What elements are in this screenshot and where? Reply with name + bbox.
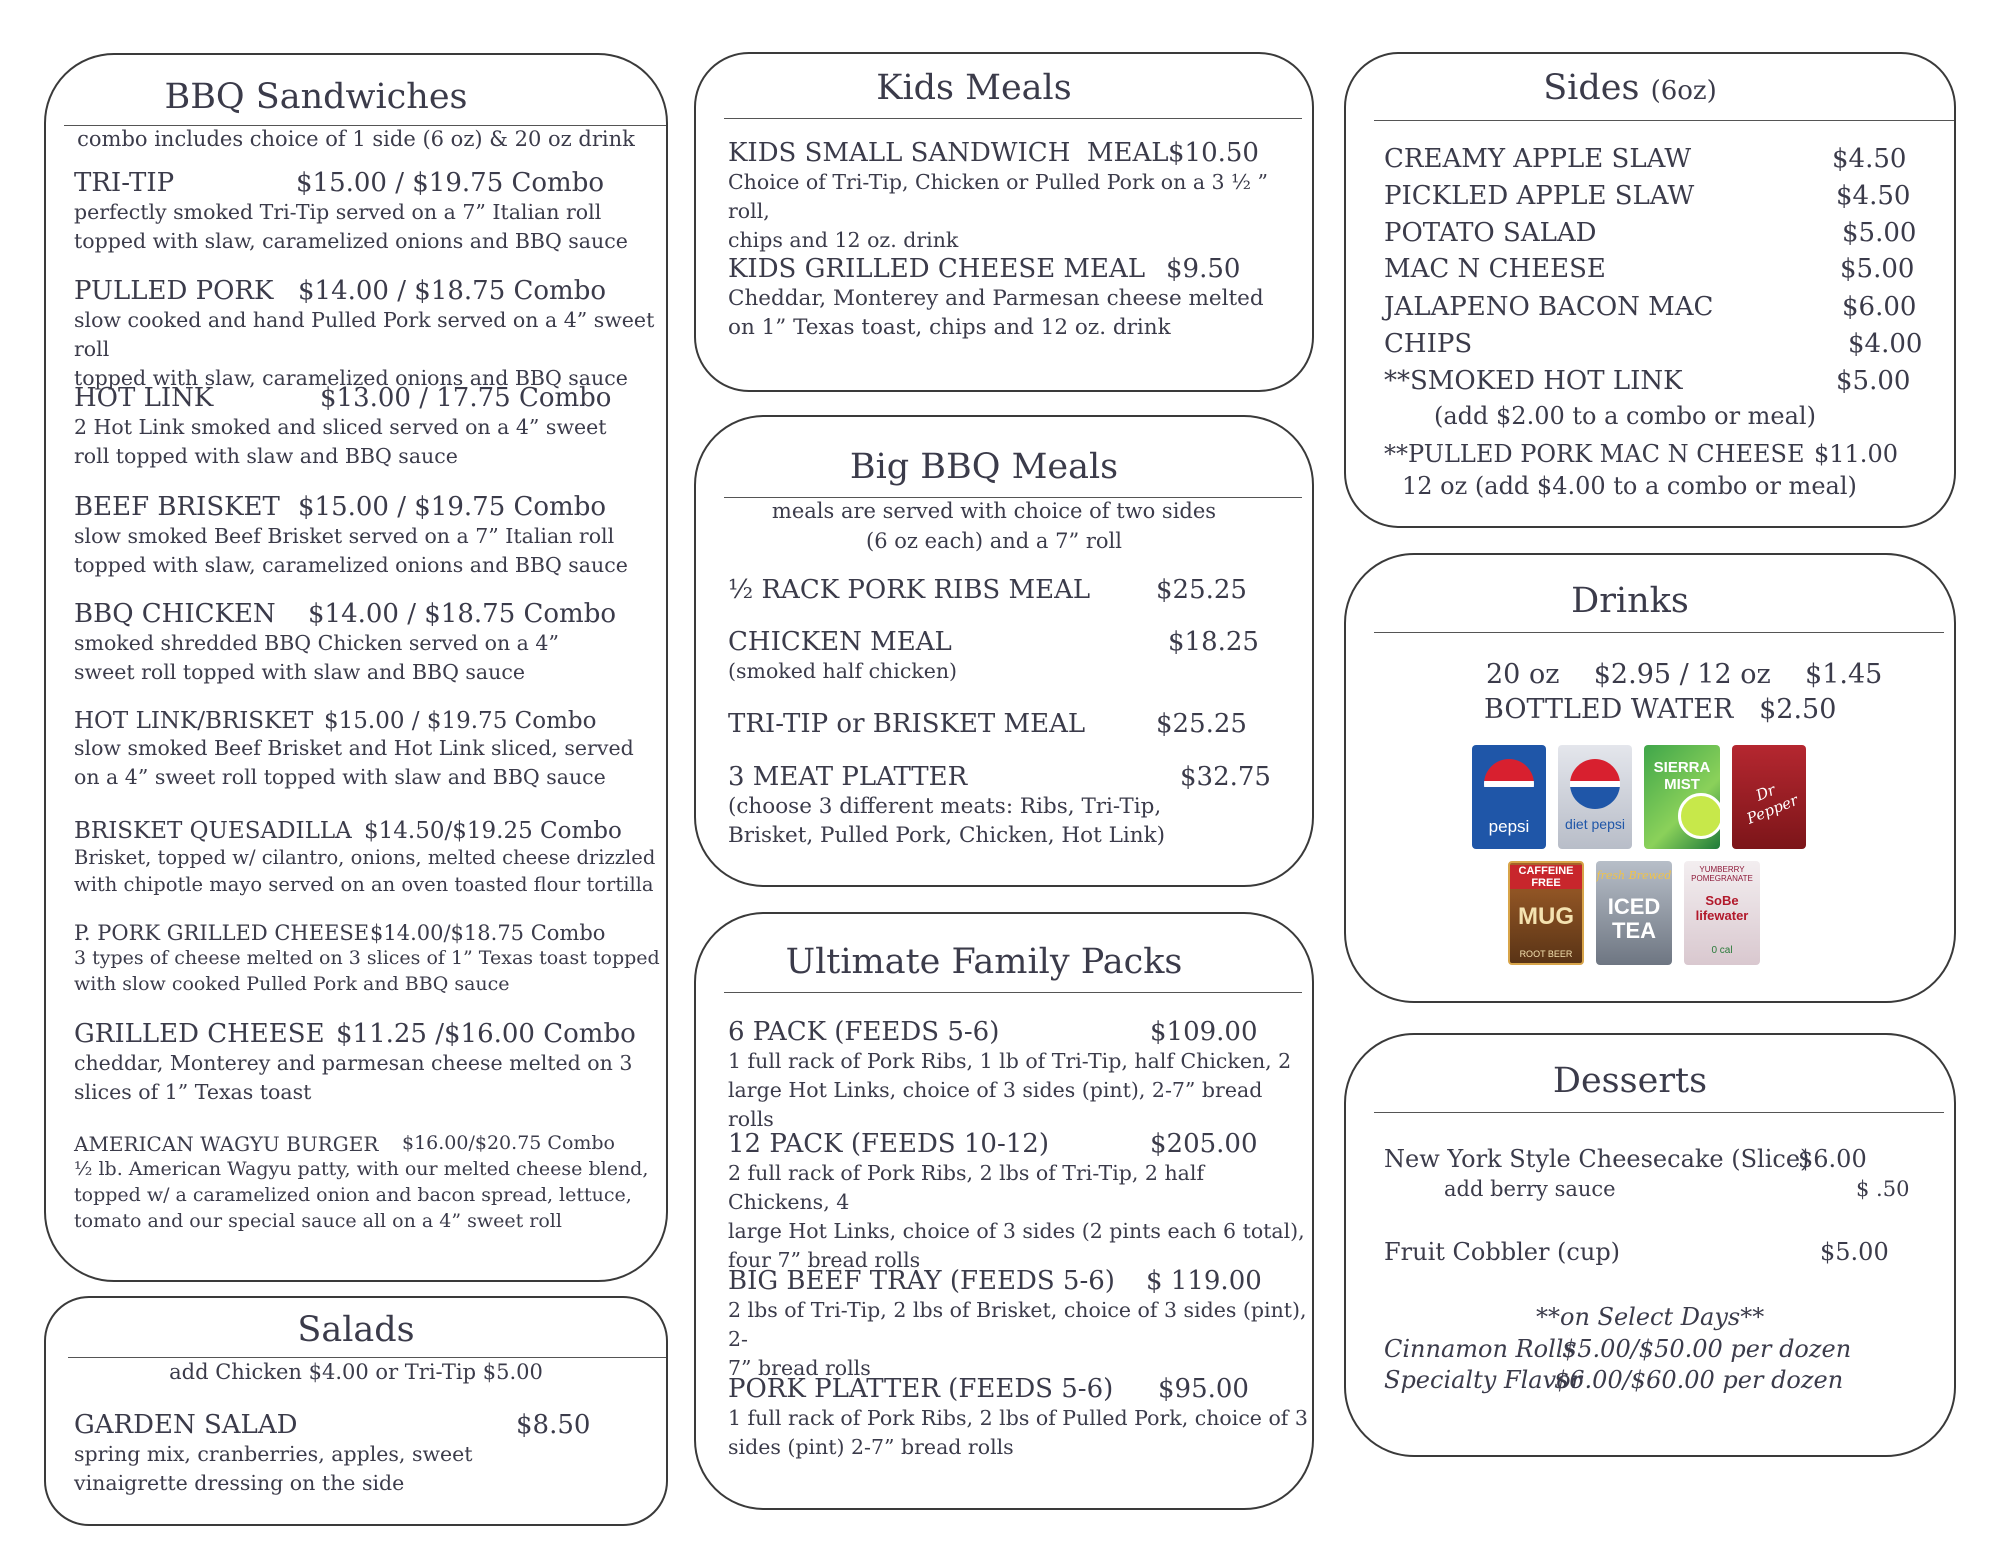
sides-title-text: Sides [1543, 68, 1640, 108]
dessert-item-price: $5.00 [1820, 1238, 1889, 1266]
menu-item-grilled-cheese [74, 1019, 664, 1107]
big-meals-note-line-2: (6 oz each) and a 7” roll [866, 529, 1122, 553]
drinks-title: Drinks [1571, 581, 1689, 621]
item-name: BIG BEEF TRAY (FEEDS 5-6) [728, 1266, 1115, 1296]
bottle-label: SoBe lifewater [1695, 893, 1749, 923]
item-desc: slow smoked Beef Brisket and Hot Link sliced, served [74, 736, 634, 760]
kids-title-rule [724, 118, 1302, 119]
bottle-label: ICED TEA [1607, 894, 1661, 943]
bottle-label: MUG [1518, 903, 1574, 930]
pepsi-globe-icon [1484, 759, 1534, 809]
item-desc: 2 lbs of Tri-Tip, 2 lbs of Brisket, choice of 3 sides (pint), 2- [728, 1298, 1307, 1351]
side-item-price: $4.50 [1836, 181, 1911, 211]
menu-item-hot-link [74, 383, 664, 471]
menu-item-hot-link-brisket [74, 708, 664, 792]
special-name: Cinnamon Rolls [1384, 1335, 1576, 1363]
dessert-item-price: $6.00 [1798, 1145, 1867, 1173]
side-item-price: $5.00 [1840, 254, 1915, 284]
kids-meals-panel [694, 52, 1314, 392]
sierra-mist-can-icon [1644, 745, 1720, 849]
menu-item-kids-grilled-cheese [728, 254, 1308, 342]
menu-item-half-rack-ribs [728, 575, 1308, 605]
mug-root-beer-icon [1508, 861, 1584, 965]
special-price: $5.00/$50.00 per dozen [1562, 1335, 1852, 1363]
item-desc: cheddar, Monterey and parmesan cheese melted on 3 [74, 1051, 633, 1075]
item-desc: topped w/ a caramelized onion and bacon spread, lettuce, [74, 1184, 632, 1206]
special-price: $6.00/$60.00 per dozen [1554, 1366, 1844, 1394]
salads-add-note: add Chicken $4.00 or Tri-Tip $5.00 [169, 1360, 543, 1384]
dessert-item-name: Fruit Cobbler (cup) [1384, 1238, 1621, 1266]
menu-item-big-beef-tray [728, 1266, 1308, 1383]
item-price: $15.00 / $19.75 Combo [298, 492, 607, 522]
can-label: pepsi [1488, 817, 1530, 836]
menu-item-bbq-chicken [74, 599, 664, 687]
menu-item-p-pork-grilled-cheese [74, 921, 664, 997]
item-desc: slices of 1” Texas toast [74, 1080, 312, 1104]
item-desc: (smoked half chicken) [728, 659, 958, 683]
item-desc: sweet roll topped with slaw and BBQ sauce [74, 660, 525, 684]
side-item-price: $6.00 [1842, 292, 1917, 322]
item-desc: smoked shredded BBQ Chicken served on a 4” [74, 631, 559, 655]
item-price: $15.00 / $19.75 Combo [296, 168, 605, 198]
bottle-bottom-label: ROOT BEER [1519, 949, 1573, 959]
item-name: GARDEN SALAD [74, 1410, 298, 1440]
can-label: SIERRA MIST [1653, 759, 1711, 793]
desserts-title-rule [1374, 1112, 1944, 1113]
item-price: $14.00 / $18.75 Combo [298, 276, 607, 306]
menu-item-12-pack [728, 1129, 1308, 1275]
side-special-price: $11.00 [1814, 440, 1898, 468]
item-price: $11.25 /$16.00 Combo [336, 1019, 636, 1049]
item-desc: ½ lb. American Wagyu patty, with our melted cheese blend, [74, 1158, 649, 1180]
salads-title: Salads [297, 1310, 415, 1350]
family-packs-panel [694, 912, 1314, 1510]
menu-item-kids-small-sandwich [728, 138, 1308, 255]
item-desc: 2 Hot Link smoked and sliced served on a 4” sweet [74, 415, 607, 439]
drinks-fountain-prices: 20 oz $2.95 / 12 oz $1.45 [1486, 659, 1883, 690]
side-item-price: $5.00 [1842, 218, 1917, 248]
big-bbq-meals-title: Big BBQ Meals [849, 447, 1119, 487]
sides-title-portion: (6oz) [1650, 76, 1717, 106]
diet-pepsi-globe-icon [1570, 759, 1620, 809]
item-name: P. PORK GRILLED CHEESE [74, 921, 370, 945]
item-desc: slow cooked and hand Pulled Pork served on a 4” sweet roll [74, 308, 655, 361]
side-item-price: $4.00 [1848, 329, 1923, 359]
bottle-bottom-label: 0 cal [1711, 945, 1733, 956]
side-item-name: **SMOKED HOT LINK [1384, 366, 1683, 396]
menu-item-beef-brisket [74, 492, 664, 580]
diet-pepsi-can-icon [1558, 745, 1632, 849]
item-desc: topped with slaw, caramelized onions and BBQ sauce [74, 366, 628, 390]
item-price: $14.00/$18.75 Combo [370, 921, 606, 945]
item-name: HOT LINK [74, 383, 214, 413]
menu-item-garden-salad [74, 1410, 664, 1498]
item-name: KIDS SMALL SANDWICH MEAL [728, 138, 1169, 168]
item-desc: Brisket, Pulled Pork, Chicken, Hot Link) [728, 823, 1166, 848]
item-price: $ 119.00 [1146, 1266, 1262, 1296]
salads-panel [44, 1296, 668, 1526]
big-meals-note-line-1: meals are served with choice of two sides [771, 499, 1217, 523]
item-price: $10.50 [1168, 138, 1259, 168]
special-name: Specialty Flavor [1384, 1366, 1583, 1394]
item-name: PORK PLATTER (FEEDS 5-6) [728, 1374, 1114, 1404]
item-desc: 7” bread rolls [728, 1356, 871, 1380]
bottle-top-label: fresh Brewed [1596, 869, 1672, 882]
drinks-panel [1344, 553, 1956, 1003]
sobe-lifewater-icon [1684, 861, 1760, 965]
side-item-price: $5.00 [1836, 366, 1911, 396]
side-item-price: $4.50 [1832, 144, 1907, 174]
item-name: GRILLED CHEESE [74, 1019, 325, 1049]
item-price: $9.50 [1166, 254, 1241, 284]
item-name: TRI-TIP or BRISKET MEAL [728, 709, 1086, 739]
item-desc: vinaigrette dressing on the side [74, 1471, 405, 1495]
family-packs-title: Ultimate Family Packs [785, 942, 1183, 982]
item-name: ½ RACK PORK RIBS MEAL [728, 575, 1091, 605]
item-price: $205.00 [1150, 1129, 1258, 1159]
item-desc: topped with slaw, caramelized onions and BBQ sauce [74, 229, 628, 253]
item-name: BBQ CHICKEN [74, 599, 276, 629]
item-desc: on 1” Texas toast, chips and 12 oz. drink [728, 315, 1171, 340]
item-desc: with slow cooked Pulled Pork and BBQ sauce [74, 973, 510, 995]
item-desc: topped with slaw, caramelized onions and BBQ sauce [74, 553, 628, 577]
drinks-water-price: BOTTLED WATER $2.50 [1484, 694, 1837, 725]
item-desc: large Hot Links, choice of 3 sides (2 pints each 6 total), [728, 1219, 1305, 1243]
item-price: $15.00 / $19.75 Combo [324, 708, 597, 734]
menu-item-tri-tip-brisket-meal [728, 709, 1308, 739]
item-desc: 1 full rack of Pork Ribs, 2 lbs of Pulled Pork, choice of 3 [728, 1406, 1308, 1430]
bottle-top-label: CAFFEINE FREE [1510, 865, 1582, 889]
menu-item-3-meat-platter [728, 762, 1308, 850]
item-price: $14.50/$19.25 Combo [364, 818, 622, 844]
can-label: diet pepsi [1565, 816, 1625, 832]
side-hot-link-note: (add $2.00 to a combo or meal) [1434, 402, 1816, 430]
side-item-name: CREAMY APPLE SLAW [1384, 144, 1692, 174]
item-desc: (choose 3 different meats: Ribs, Tri-Tip, [728, 794, 1162, 819]
menu-item-chicken-meal [728, 627, 1308, 686]
pepsi-can-icon [1472, 745, 1546, 849]
item-desc: perfectly smoked Tri-Tip served on a 7” Italian roll [74, 200, 602, 224]
item-desc: Brisket, topped w/ cilantro, onions, melted cheese drizzled [74, 846, 656, 869]
item-desc: with chipotle mayo served on an oven toasted flour tortilla [74, 873, 654, 896]
item-desc: spring mix, cranberries, apples, sweet [74, 1442, 473, 1466]
side-special-note: 12 oz (add $4.00 to a combo or meal) [1402, 472, 1857, 500]
item-price: $14.00 / $18.75 Combo [308, 599, 617, 629]
menu-item-6-pack [728, 1017, 1308, 1134]
item-price: $13.00 / 17.75 Combo [320, 383, 612, 413]
bbq-sandwiches-panel [44, 53, 668, 1282]
family-title-rule [724, 992, 1302, 993]
menu-item-tri-tip [74, 168, 664, 256]
item-desc: four 7” bread rolls [728, 1248, 921, 1272]
dr-pepper-can-icon [1732, 745, 1806, 849]
side-item-name: MAC N CHEESE [1384, 254, 1606, 284]
item-desc: slow smoked Beef Brisket served on a 7” Italian roll [74, 524, 615, 548]
item-price: $16.00/$20.75 Combo [402, 1132, 615, 1154]
bbq-sandwiches-title: BBQ Sandwiches [164, 77, 468, 117]
item-name: CHICKEN MEAL [728, 627, 952, 657]
item-name: TRI-TIP [74, 168, 175, 198]
item-desc: Cheddar, Monterey and Parmesan cheese melted [728, 286, 1264, 311]
side-special-name: **PULLED PORK MAC N CHEESE [1384, 440, 1805, 468]
item-desc: large Hot Links, choice of 3 sides (pint), 2-7” bread rolls [728, 1078, 1263, 1131]
sides-title [1326, 68, 1934, 108]
kids-meals-title: Kids Meals [876, 68, 1072, 108]
item-name: KIDS GRILLED CHEESE MEAL [728, 254, 1146, 284]
item-price: $95.00 [1158, 1374, 1249, 1404]
iced-tea-icon [1596, 861, 1672, 965]
item-price: $18.25 [1168, 627, 1259, 657]
dessert-addon-price: $ .50 [1856, 1177, 1910, 1201]
item-desc: sides (pint) 2-7” bread rolls [728, 1435, 1014, 1459]
select-days-note: **on Select Days** [1536, 1303, 1765, 1331]
sides-panel [1344, 52, 1956, 528]
menu-item-american-wagyu-burger [74, 1132, 664, 1234]
can-label: Dr Pepper [1744, 780, 1801, 828]
side-item-name: CHIPS [1384, 329, 1473, 359]
lime-slice-icon [1678, 793, 1720, 839]
item-price: $32.75 [1180, 762, 1271, 792]
item-desc: 2 full rack of Pork Ribs, 2 lbs of Tri-Tip, 2 half Chickens, 4 [728, 1161, 1205, 1214]
big-bbq-meals-panel [694, 415, 1314, 887]
item-price: $25.25 [1156, 575, 1247, 605]
item-name: 3 MEAT PLATTER [728, 762, 968, 792]
item-desc: roll topped with slaw and BBQ sauce [74, 444, 458, 468]
desserts-panel [1344, 1033, 1956, 1457]
item-desc: chips and 12 oz. drink [728, 228, 959, 252]
item-name: 6 PACK (FEEDS 5-6) [728, 1017, 1000, 1047]
item-name: HOT LINK/BRISKET [74, 708, 314, 734]
item-name: PULLED PORK [74, 276, 274, 306]
item-name: 12 PACK (FEEDS 10-12) [728, 1129, 1049, 1159]
dessert-addon-name: add berry sauce [1444, 1177, 1616, 1201]
item-desc: 3 types of cheese melted on 3 slices of 1” Texas toast topped [74, 947, 660, 969]
menu-item-pork-platter [728, 1374, 1308, 1462]
drinks-title-rule [1374, 632, 1944, 633]
item-name: BEEF BRISKET [74, 492, 280, 522]
item-price: $25.25 [1156, 709, 1247, 739]
item-name: AMERICAN WAGYU BURGER [74, 1132, 379, 1156]
item-desc: tomato and our special sauce all on a 4” sweet roll [74, 1210, 562, 1232]
bbq-combo-note: combo includes choice of 1 side (6 oz) & 20 oz drink [77, 127, 635, 151]
side-item-name: PICKLED APPLE SLAW [1384, 181, 1695, 211]
side-item-name: POTATO SALAD [1384, 218, 1597, 248]
item-price: $109.00 [1150, 1017, 1258, 1047]
menu-item-brisket-quesadilla [74, 818, 664, 898]
item-name: BRISKET QUESADILLA [74, 818, 352, 844]
item-desc: 1 full rack of Pork Ribs, 1 lb of Tri-Tip, half Chicken, 2 [728, 1049, 1292, 1073]
menu-item-pulled-pork [74, 276, 664, 393]
desserts-title: Desserts [1552, 1061, 1708, 1101]
item-desc: on a 4” sweet roll topped with slaw and BBQ sauce [74, 765, 606, 789]
sides-title-rule [1374, 120, 1954, 121]
item-desc: Choice of Tri-Tip, Chicken or Pulled Pork on a 3 ½ ” roll, [728, 170, 1268, 223]
dessert-item-name: New York Style Cheesecake (Slice) [1384, 1145, 1810, 1173]
side-item-name: JALAPENO BACON MAC [1384, 292, 1714, 322]
item-price: $8.50 [516, 1410, 591, 1440]
bottle-top-label: YUMBERRY POMEGRANATE [1691, 865, 1753, 883]
